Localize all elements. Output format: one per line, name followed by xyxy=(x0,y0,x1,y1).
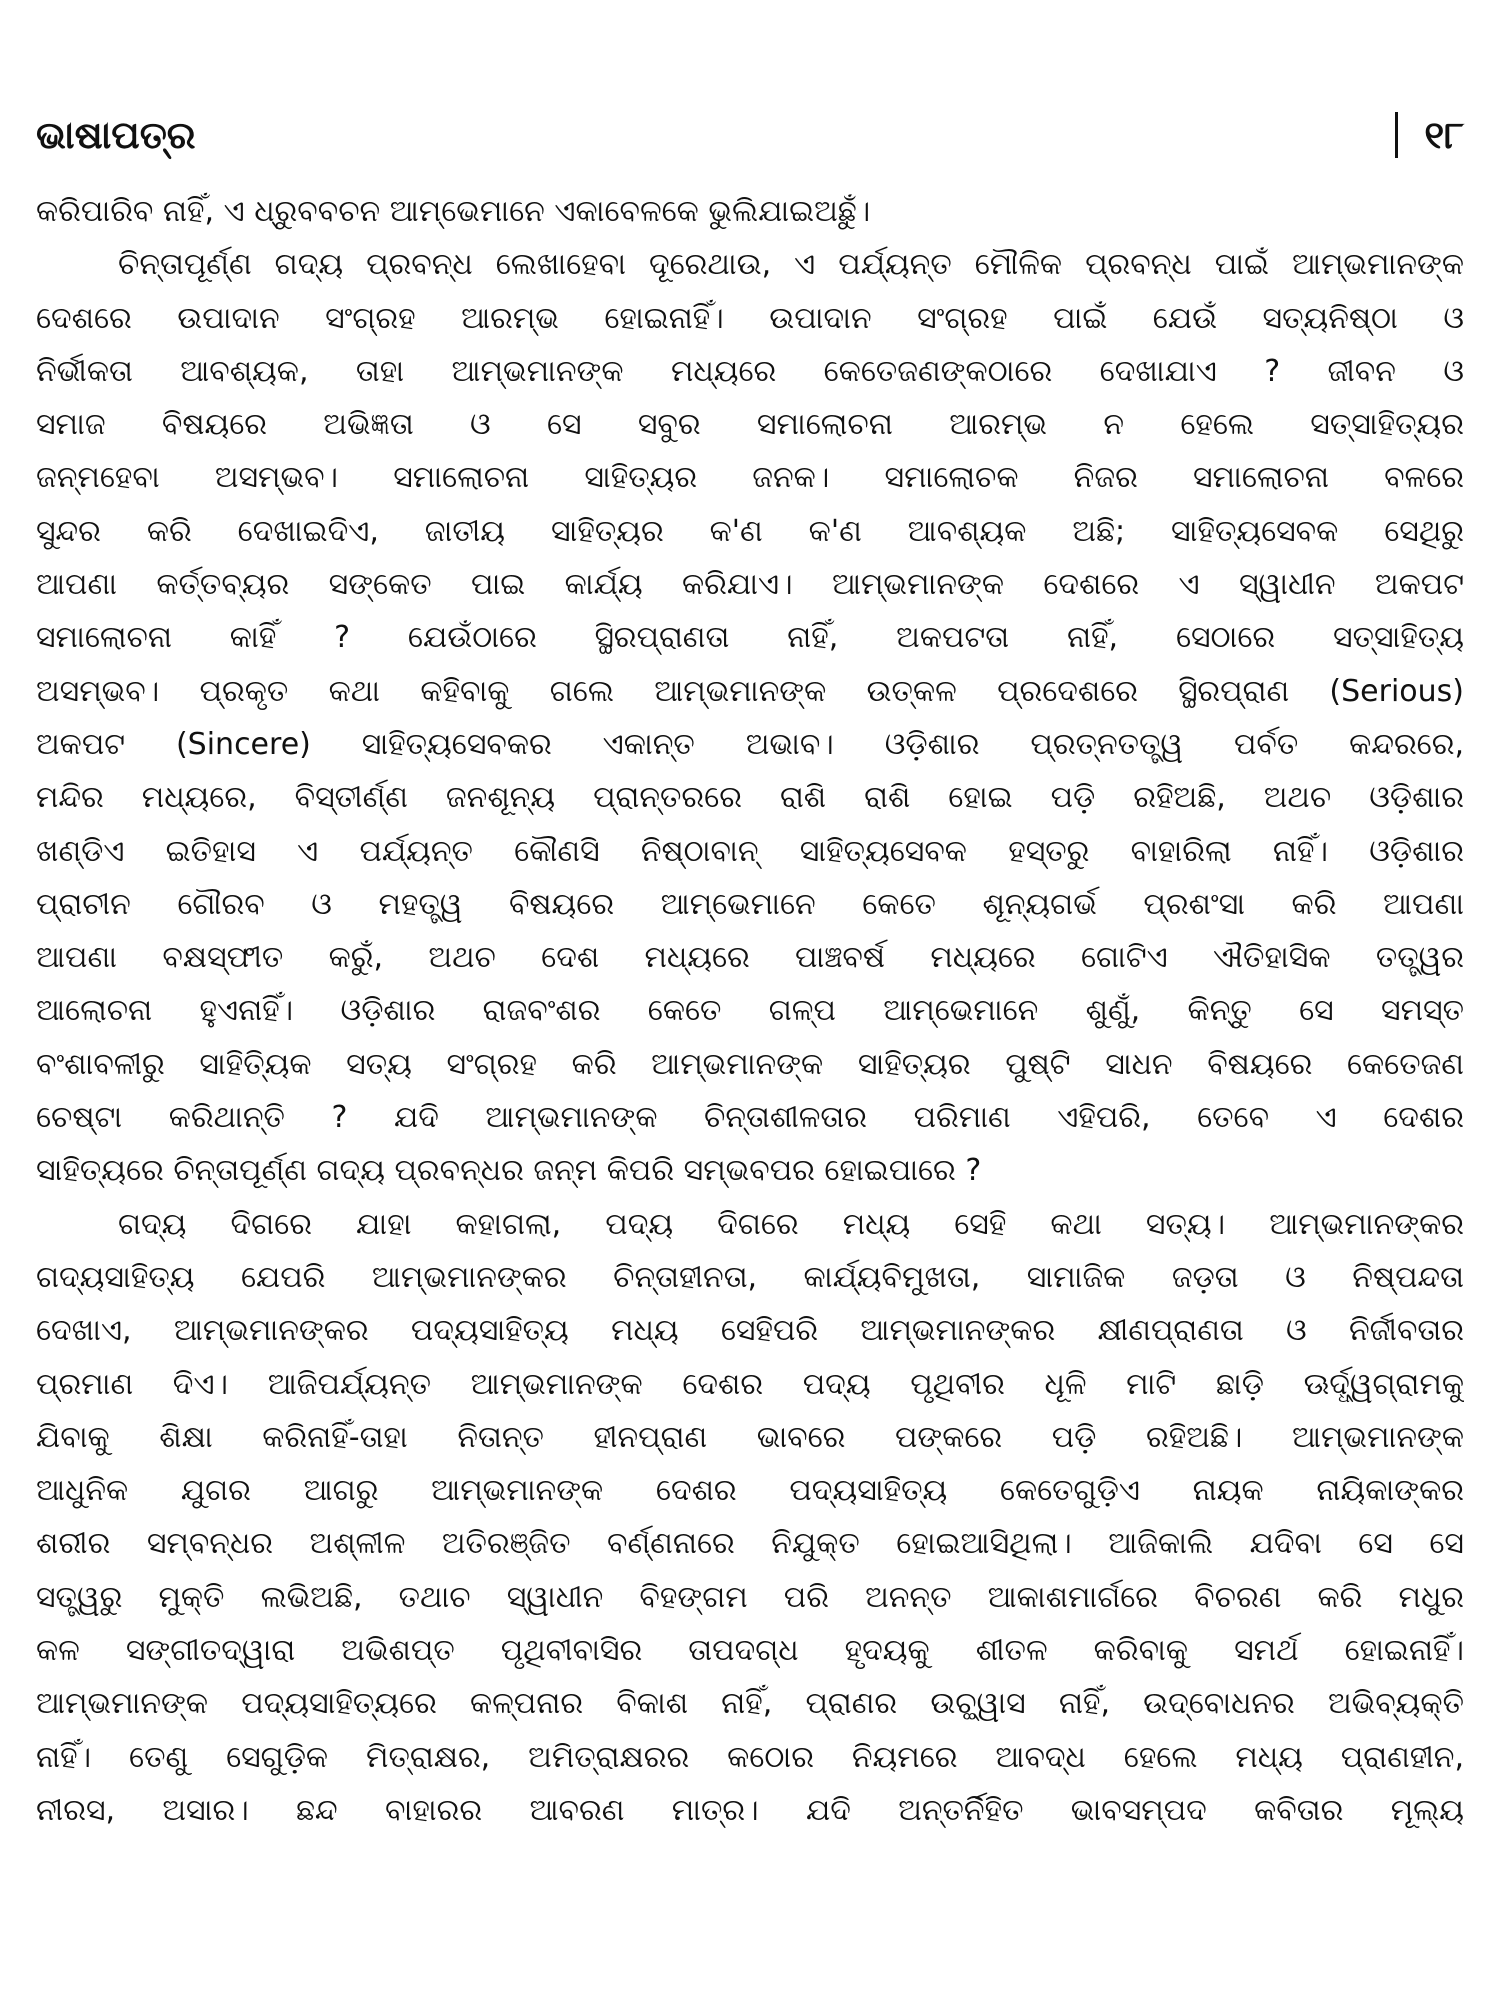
text-line: ଦେଖାଏ, ଆମ୍ଭମାନଙ୍କର ପଦ୍ୟସାହିତ୍ୟ ମଧ୍ୟ ସେହିପରି ଆମ୍ଭମାନଙ୍କର କ୍ଷୀଣପ୍ରାଣତା ଓ ନିର୍ଜୀବତାର xyxy=(36,1313,1464,1349)
text-line: ପ୍ରାଚୀନ ଗୌରବ ଓ ମହତ୍ତ୍ୱ ବିଷୟରେ ଆମ୍ଭେମାନେ କେତେ ଶୂନ୍ୟଗର୍ଭ ପ୍ରଶଂସା କରି ଆପଣା xyxy=(36,886,1464,922)
text-line: ଜନ୍ମହେବା ଅସମ୍ଭବ। ସମାଲୋଚନା ସାହିତ୍ୟର ଜନକ। ସମାଲୋଚକ ନିଜର ସମାଲୋଚନା ବଳରେ xyxy=(36,460,1464,496)
text-line: କରିପାରିବ ନାହିଁ, ଏ ଧ୍ରୁବବଚନ ଆମ୍ଭେମାନେ ଏକାବେଳକେ ଭୁଲିଯାଇଅଛୁଁ। xyxy=(36,194,871,229)
text-line: ଆପଣା କର୍ତ୍ତବ୍ୟର ସଙ୍କେତ ପାଇ କାର୍ଯ୍ୟ କରିଯାଏ। ଆମ୍ଭମାନଙ୍କ ଦେଶରେ ଏ ସ୍ୱାଧୀନ ଅକପଟ xyxy=(36,567,1464,603)
running-head: ଭାଷାପତ୍ର xyxy=(36,113,196,157)
text-line: ସୁନ୍ଦର କରି ଦେଖାଇଦିଏ, ଜାତୀୟ ସାହିତ୍ୟର କ'ଣ କ'ଣ ଆବଶ୍ୟକ ଅଛି; ସାହିତ୍ୟସେବକ ସେଥିରୁ xyxy=(36,513,1464,549)
text-line: ସତ୍ତ୍ୱରୁ ମୁକ୍ତି ଲଭିଅଛି, ତଥାଚ ସ୍ୱାଧୀନ ବିହଙ୍ଗମ ପରି ଅନନ୍ତ ଆକାଶମାର୍ଗରେ ବିଚରଣ କରି ମଧୁର xyxy=(36,1579,1464,1615)
text-line: ସମାଜ ବିଷୟରେ ଅଭିଜ୍ଞତା ଓ ସେ ସବୁର ସମାଲୋଚନା ଆରମ୍ଭ ନ ହେଲେ ସତ୍‌ସାହିତ୍ୟର xyxy=(36,407,1464,443)
text-line: ଅସମ୍ଭବ। ପ୍ରକୃତ କଥା କହିବାକୁ ଗଲେ ଆମ୍ଭମାନଙ୍କ ଉତ୍କଳ ପ୍ରଦେଶରେ ସ୍ଥିରପ୍ରାଣ (Serious) xyxy=(36,673,1464,709)
text-line: ଆଧୁନିକ ଯୁଗର ଆଗରୁ ଆମ୍ଭମାନଙ୍କ ଦେଶର ପଦ୍ୟସାହିତ୍ୟ କେତେଗୁଡ଼ିଏ ନାୟକ ନାୟିକାଙ୍କର xyxy=(36,1473,1464,1509)
page-body xyxy=(36,185,1464,1837)
text-line: ଆମ୍ଭମାନଙ୍କ ପଦ୍ୟସାହିତ୍ୟରେ କଳ୍ପନାର ବିକାଶ ନାହିଁ, ପ୍ରାଣର ଉଚ୍ଛ୍ୱାସ ନାହିଁ, ଉଦ୍‌ବୋଧନର ଅଭିବ୍ୟକ୍ତି xyxy=(36,1686,1464,1722)
text-line: ନୀରସ, ଅସାର। ଛନ୍ଦ ବାହାରର ଆବରଣ ମାତ୍ର। ଯଦି ଅନ୍ତର୍ନିହିତ ଭାବସମ୍ପଦ କବିତାର ମୂଲ୍ୟ xyxy=(36,1792,1464,1828)
text-line: ଗଦ୍ୟ ଦିଗରେ ଯାହା କହାଗଲା, ପଦ୍ୟ ଦିଗରେ ମଧ୍ୟ ସେହି କଥା ସତ୍ୟ। ଆମ୍ଭମାନଙ୍କର xyxy=(118,1206,1464,1242)
header-separator xyxy=(1395,112,1398,158)
paragraph xyxy=(36,238,1464,1197)
paragraph xyxy=(36,185,1464,238)
text-line: ସାହିତ୍ୟରେ ଚିନ୍ତାପୂର୍ଣ୍ଣ ଗଦ୍ୟ ପ୍ରବନ୍ଧର ଜନ୍ମ କିପରି ସମ୍ଭବପର ହୋଇପାରେ ? xyxy=(36,1153,982,1189)
text-line: ଗଦ୍ୟସାହିତ୍ୟ ଯେପରି ଆମ୍ଭମାନଙ୍କର ଚିନ୍ତାହୀନତା, କାର୍ଯ୍ୟବିମୁଖତା, ସାମାଜିକ ଜଡ଼ତା ଓ ନିଷ୍ପନ୍ଦତା xyxy=(36,1259,1464,1295)
text-line: ଚେଷ୍ଟା କରିଥାନ୍ତି ? ଯଦି ଆମ୍ଭମାନଙ୍କ ଚିନ୍ତାଶୀଳତାର ପରିମାଣ ଏହିପରି, ତେବେ ଏ ଦେଶର xyxy=(36,1100,1464,1136)
text-line: ଶରୀର ସମ୍ବନ୍ଧର ଅଶ୍ଳୀଳ ଅତିରଞ୍ଜିତ ବର୍ଣ୍ଣନାରେ ନିଯୁକ୍ତ ହୋଇଆସିଥିଲା। ଆଜିକାଲି ଯଦିବା ସେ ସେ xyxy=(36,1526,1464,1562)
text-line: ଚିନ୍ତାପୂର୍ଣ୍ଣ ଗଦ୍ୟ ପ୍ରବନ୍ଧ ଲେଖାହେବା ଦୂରେଥାଉ, ଏ ପର୍ଯ୍ୟନ୍ତ ମୌଳିକ ପ୍ରବନ୍ଧ ପାଇଁ ଆମ୍ଭମାନଙ୍କ xyxy=(118,247,1464,283)
text-line: ଦେଶରେ ଉପାଦାନ ସଂଗ୍ରହ ଆରମ୍ଭ ହୋଇନାହିଁ। ଉପାଦାନ ସଂଗ୍ରହ ପାଇଁ ଯେଉଁ ସତ୍ୟନିଷ୍ଠା ଓ xyxy=(36,300,1464,336)
text-line: ଯିବାକୁ ଶିକ୍ଷା କରିନାହିଁ-ତାହା ନିତାନ୍ତ ହୀନପ୍ରାଣ ଭାବରେ ପଙ୍କରେ ପଡ଼ି ରହିଅଛି। ଆମ୍ଭମାନଙ୍କ xyxy=(36,1419,1464,1455)
page-number-group xyxy=(1395,105,1464,165)
page-header xyxy=(36,105,1464,165)
page-number: ୧୮ xyxy=(1424,113,1464,157)
text-line: ସମାଲୋଚନା କାହିଁ ? ଯେଉଁଠାରେ ସ୍ଥିରପ୍ରାଣତା ନାହିଁ, ଅକପଟତା ନାହିଁ, ସେଠାରେ ସତ୍‌ସାହିତ୍ୟ xyxy=(36,620,1464,656)
text-line: ଆପଣା ବକ୍ଷସ୍ଫୀତ କରୁଁ, ଅଥଚ ଦେଶ ମଧ୍ୟରେ ପାଞ୍ଚବର୍ଷ ମଧ୍ୟରେ ଗୋଟିଏ ଐତିହାସିକ ତତ୍ତ୍ୱର xyxy=(36,940,1464,976)
paragraph xyxy=(36,1198,1464,1838)
text-line: ଖଣ୍ଡିଏ ଇତିହାସ ଏ ପର୍ଯ୍ୟନ୍ତ କୌଣସି ନିଷ୍ଠାବାନ୍ ସାହିତ୍ୟସେବକ ହସ୍ତରୁ ବାହାରିଲା ନାହିଁ। ଓଡ଼ିଶାର xyxy=(36,833,1464,869)
text-line: ବଂଶାବଳୀରୁ ସାହିତ୍ୟିକ ସତ୍ୟ ସଂଗ୍ରହ କରି ଆମ୍ଭମାନଙ୍କ ସାହିତ୍ୟର ପୁଷ୍ଟି ସାଧନ ବିଷୟରେ କେତେଜଣ xyxy=(36,1046,1464,1082)
text-line: କଳ ସଙ୍ଗୀତଦ୍ୱାରା ଅଭିଶପ୍ତ ପୃଥିବୀବାସିର ତାପଦଗ୍ଧ ହୃଦୟକୁ ଶୀତଳ କରିବାକୁ ସମର୍ଥ ହୋଇନାହିଁ। xyxy=(36,1633,1464,1669)
text-line: ଆଲୋଚନା ହୁଏନାହିଁ। ଓଡ଼ିଶାର ରାଜବଂଶର କେତେ ଗଳ୍ପ ଆମ୍ଭେମାନେ ଶୁଣୁଁ, କିନ୍ତୁ ସେ ସମସ୍ତ xyxy=(36,993,1464,1029)
text-line: ଅକପଟ (Sincere) ସାହିତ୍ୟସେବକର ଏକାନ୍ତ ଅଭାବ। ଓଡ଼ିଶାର ପ୍ରତ୍ନତତ୍ତ୍ୱ ପର୍ବତ କନ୍ଦରରେ, xyxy=(36,726,1464,762)
text-line: ମନ୍ଦିର ମଧ୍ୟରେ, ବିସ୍ତୀର୍ଣ୍ଣ ଜନଶୂନ୍ୟ ପ୍ରାନ୍ତରରେ ରାଶି ରାଶି ହୋଇ ପଡ଼ି ରହିଅଛି, ଅଥଚ ଓଡ଼ିଶାର xyxy=(36,780,1464,816)
text-line: ନାହିଁ। ତେଣୁ ସେଗୁଡ଼ିକ ମିତ୍ରାକ୍ଷର, ଅମିତ୍ରାକ୍ଷରର କଠୋର ନିୟମରେ ଆବଦ୍ଧ ହେଲେ ମଧ୍ୟ ପ୍ରାଣହୀନ, xyxy=(36,1739,1464,1775)
text-line: ନିର୍ଭୀକତା ଆବଶ୍ୟକ, ତାହା ଆମ୍ଭମାନଙ୍କ ମଧ୍ୟରେ କେତେଜଣଙ୍କଠାରେ ଦେଖାଯାଏ ? ଜୀବନ ଓ xyxy=(36,353,1464,389)
text-line: ପ୍ରମାଣ ଦିଏ। ଆଜିପର୍ଯ୍ୟନ୍ତ ଆମ୍ଭମାନଙ୍କ ଦେଶର ପଦ୍ୟ ପୃଥିବୀର ଧୂଳି ମାଟି ଛାଡ଼ି ଊର୍ଦ୍ଧ୍ୱଗ୍ରାମକୁ xyxy=(36,1366,1464,1402)
